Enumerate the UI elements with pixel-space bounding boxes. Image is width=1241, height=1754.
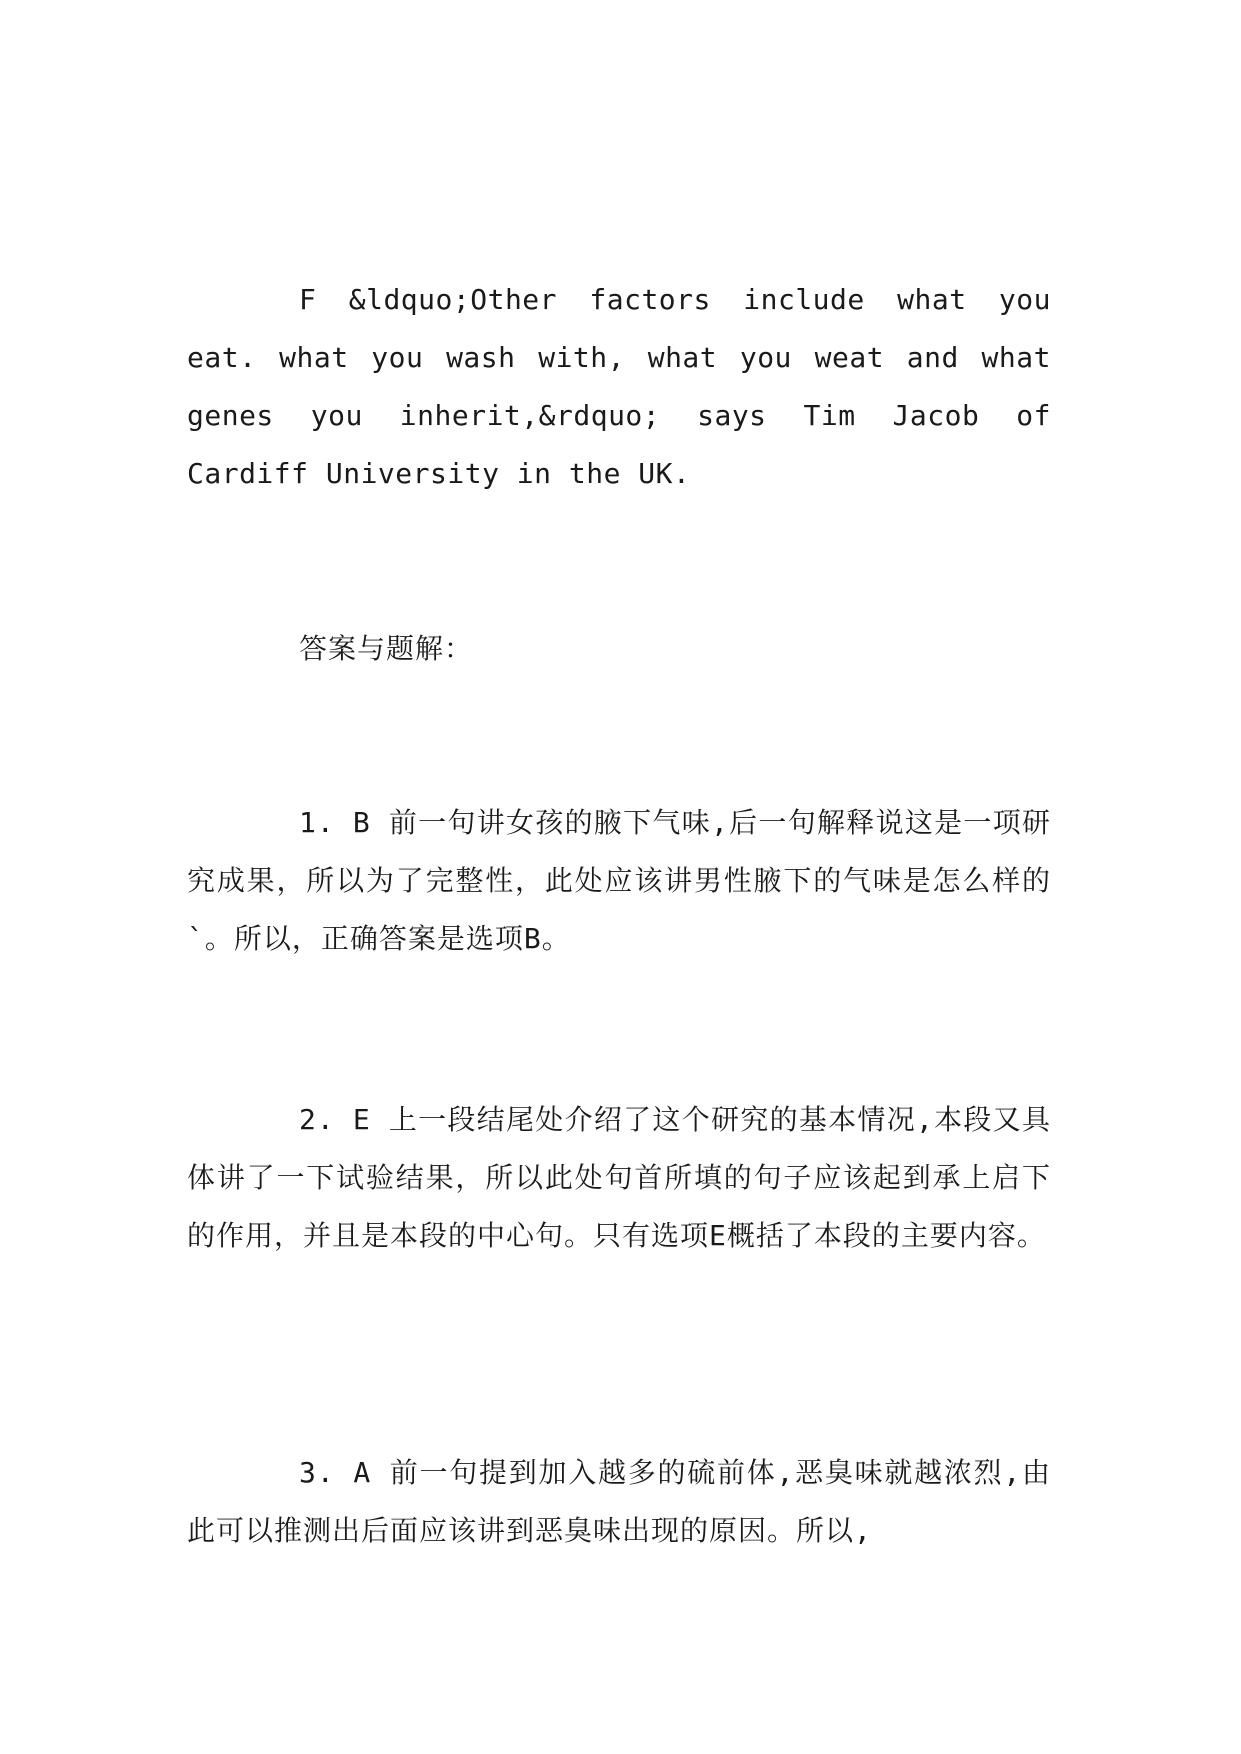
answers-heading: 答案与题解： (299, 632, 474, 665)
answer-1-paragraph: 1. B 前一句讲女孩的腋下气味,后一句解释说这是一项研究成果，所以为了完整性，此处应该讲男性腋下的气味是怎么样的`。所以，正确答案是选项B。 (187, 806, 1051, 955)
option-f-paragraph: F &ldquo;Other factors include what you eat. what you wash with, what you weat and what genes you inherit,&rdquo; says Tim Jacob of Cardiff University in the UK. (187, 283, 1051, 490)
answer-2-paragraph: 2. E 上一段结尾处介绍了这个研究的基本情况,本段又具体讲了一下试验结果，所以此处句首所填的句子应该起到承上启下的作用，并且是本段的中心句。只有选项E概括了本段的主要内容。 (187, 1103, 1051, 1252)
answer-3-paragraph: 3. A 前一句提到加入越多的硫前体,恶臭味就越浓烈,由此可以推测出后面应该讲到恶臭味出现的原因。所以, (187, 1456, 1051, 1547)
